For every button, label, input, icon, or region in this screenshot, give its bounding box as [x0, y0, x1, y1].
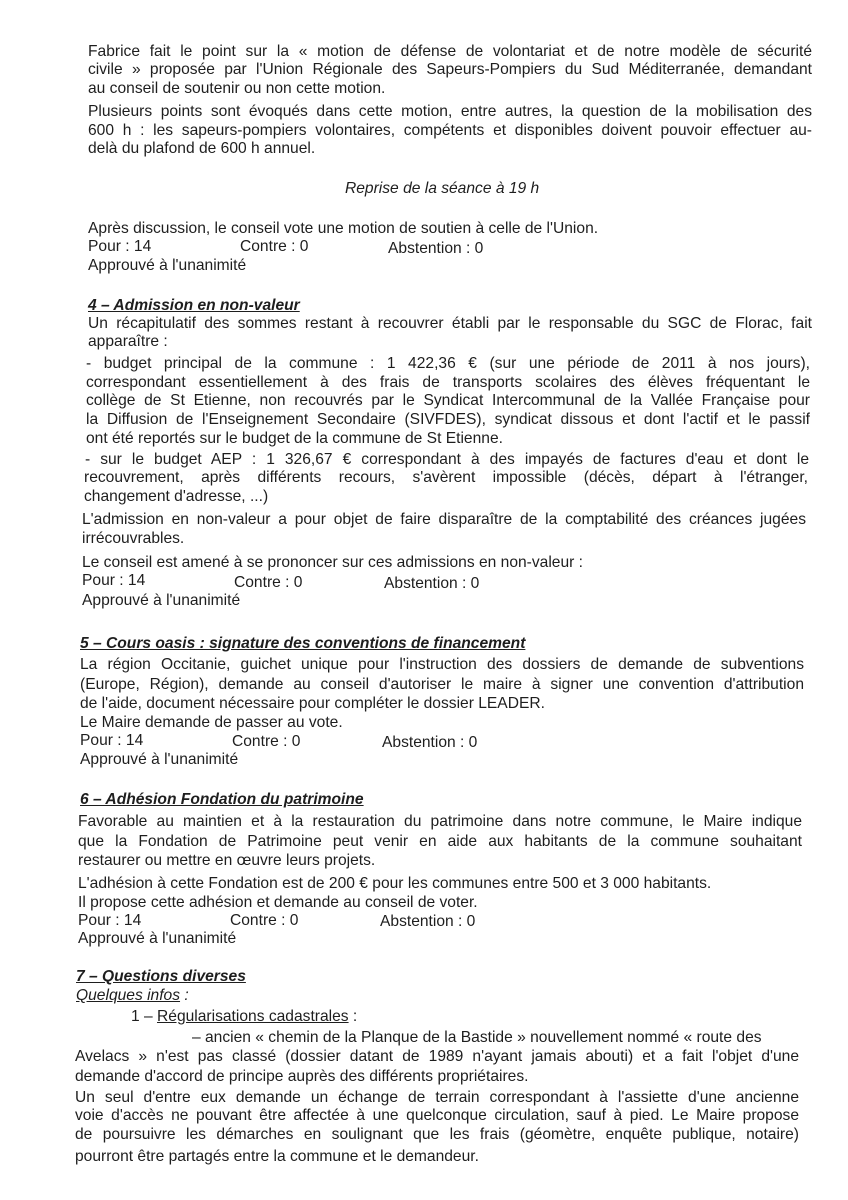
paragraph-line: Un récapitulatif des sommes restant à recouvrer établi par le responsable du SGC de Florac, fait	[88, 315, 812, 332]
paragraph-line: L'admission en non-valeur a pour objet de faire disparaître de la comptabilité des créances jugées	[82, 511, 806, 528]
paragraph-line: Plusieurs points sont évoqués dans cette motion, entre autres, la question de la mobilisation des	[88, 103, 812, 120]
item-title: Régularisations cadastrales	[157, 1008, 349, 1025]
paragraph-line: ont été reportés sur le budget de la commune de St Etienne.	[86, 430, 503, 447]
vote-result: Approuvé à l'unanimité	[88, 257, 247, 274]
vote-against: Contre : 0	[232, 733, 301, 750]
vote-against: Contre : 0	[230, 912, 299, 929]
paragraph-line: Le conseil est amené à se prononcer sur ces admissions en non-valeur :	[82, 554, 584, 571]
paragraph-line: collège de St Etienne, non recouvrés par le Syndicat Intercommunal de la Vallée Française pour	[86, 392, 810, 409]
section-heading: 4 – Admission en non-valeur	[88, 297, 300, 314]
paragraph-line: Un seul d'entre eux demande un échange de terrain correspondant à l'assiette d'une ancienne	[75, 1089, 799, 1106]
session-resume-note: Reprise de la séance à 19 h	[345, 180, 540, 197]
vote-for: Pour : 14	[88, 238, 152, 255]
vote-abstention: Abstention : 0	[382, 734, 478, 751]
vote-for: Pour : 14	[82, 572, 146, 589]
vote-abstention: Abstention : 0	[388, 240, 484, 257]
paragraph-line: la Diffusion de l'Enseignement Secondaire (SIVFDES), syndicat dissous et dont l'actif et le passif	[86, 411, 810, 428]
paragraph-line: - sur le budget AEP : 1 326,67 € correspondant à des impayés de factures d'eau et dont le	[85, 451, 809, 468]
vote-against: Contre : 0	[240, 238, 309, 255]
paragraph-line: voie d'accès ne pouvant être affectée à une quelconque circulation, sauf à pied. Le Maire propose	[75, 1107, 799, 1124]
vote-for: Pour : 14	[78, 912, 142, 929]
paragraph-line: - budget principal de la commune : 1 422,36 € (sur une période de 2011 à nos jours),	[86, 355, 810, 372]
paragraph-line: changement d'adresse, ...)	[84, 488, 269, 505]
paragraph-line: delà du plafond de 600 h annuel.	[88, 140, 316, 157]
section-heading: 6 – Adhésion Fondation du patrimoine	[80, 791, 364, 808]
paragraph-line: Il propose cette adhésion et demande au conseil de voter.	[78, 894, 478, 911]
vote-result: Approuvé à l'unanimité	[82, 592, 241, 609]
subheading	[76, 987, 189, 1005]
item-number: 1 –	[131, 1008, 158, 1025]
paragraph-line: demande d'accord de principe auprès des différents propriétaires.	[75, 1068, 529, 1085]
paragraph-line: Le Maire demande de passer au vote.	[80, 714, 343, 731]
section-heading: 7 – Questions diverses	[76, 968, 246, 985]
paragraph-line: civile » proposée par l'Union Régionale des Sapeurs-Pompiers du Sud Méditerranée, demandant	[88, 61, 812, 78]
paragraph-line: Avelacs » n'est pas classé (dossier datant de 1989 n'ayant jamais abouti) et a fait l'objet d'une	[75, 1048, 799, 1065]
paragraph-line: au conseil de soutenir ou non cette motion.	[88, 80, 386, 97]
paragraph-line: Favorable au maintien et à la restauration du patrimoine dans notre commune, le Maire indique	[78, 813, 802, 830]
paragraph-line: de l'aide, document nécessaire pour compléter le dossier LEADER.	[80, 695, 545, 712]
paragraph-line: correspondant essentiellement à des frais de transports scolaires des élèves fréquentant le	[86, 374, 810, 391]
paragraph-line: Après discussion, le conseil vote une motion de soutien à celle de l'Union.	[88, 220, 599, 237]
section-heading: 5 – Cours oasis : signature des conventions de financement	[80, 635, 526, 652]
item-colon: :	[348, 1008, 358, 1025]
vote-result: Approuvé à l'unanimité	[80, 751, 239, 768]
paragraph-line: – ancien « chemin de la Planque de la Bastide » nouvellement nommé « route des	[192, 1029, 762, 1046]
paragraph-line: Fabrice fait le point sur la « motion de défense de volontariat et de notre modèle de sécurité	[88, 43, 812, 60]
paragraph-line: apparaître :	[88, 333, 168, 350]
paragraph-line: irrécouvrables.	[82, 530, 185, 547]
vote-result: Approuvé à l'unanimité	[78, 930, 237, 947]
paragraph-line: pourront être partagés entre la commune et le demandeur.	[75, 1148, 479, 1165]
paragraph-line: que la Fondation de Patrimoine peut venir en aide aux habitants de la commune souhaitant	[78, 833, 802, 850]
paragraph-line: 600 h : les sapeurs-pompiers volontaires, compétents et disponibles doivent pouvoir effectuer au-	[88, 122, 812, 139]
vote-for: Pour : 14	[80, 732, 144, 749]
paragraph-line: L'adhésion à cette Fondation est de 200 € pour les communes entre 500 et 3 000 habitants.	[78, 875, 712, 892]
paragraph-line: (Europe, Région), demande au conseil d'autoriser le maire à signer une convention d'attribution	[80, 676, 804, 693]
paragraph-line: restaurer ou mettre en œuvre leurs projets.	[78, 852, 376, 869]
vote-abstention: Abstention : 0	[384, 575, 480, 592]
paragraph-line: La région Occitanie, guichet unique pour l'instruction des dossiers de demande de subventions	[80, 656, 804, 673]
vote-abstention: Abstention : 0	[380, 913, 476, 930]
vote-against: Contre : 0	[234, 574, 303, 591]
list-item-heading	[131, 1008, 357, 1026]
subheading-colon: :	[180, 987, 189, 1004]
subheading-text: Quelques infos	[76, 987, 181, 1004]
paragraph-line: recouvrement, après différents recours, s'avèrent impossible (décès, départ à l'étranger,	[84, 469, 808, 486]
paragraph-line: de poursuivre les démarches en soulignant que les frais (géomètre, enquête publique, notaire)	[75, 1126, 799, 1143]
